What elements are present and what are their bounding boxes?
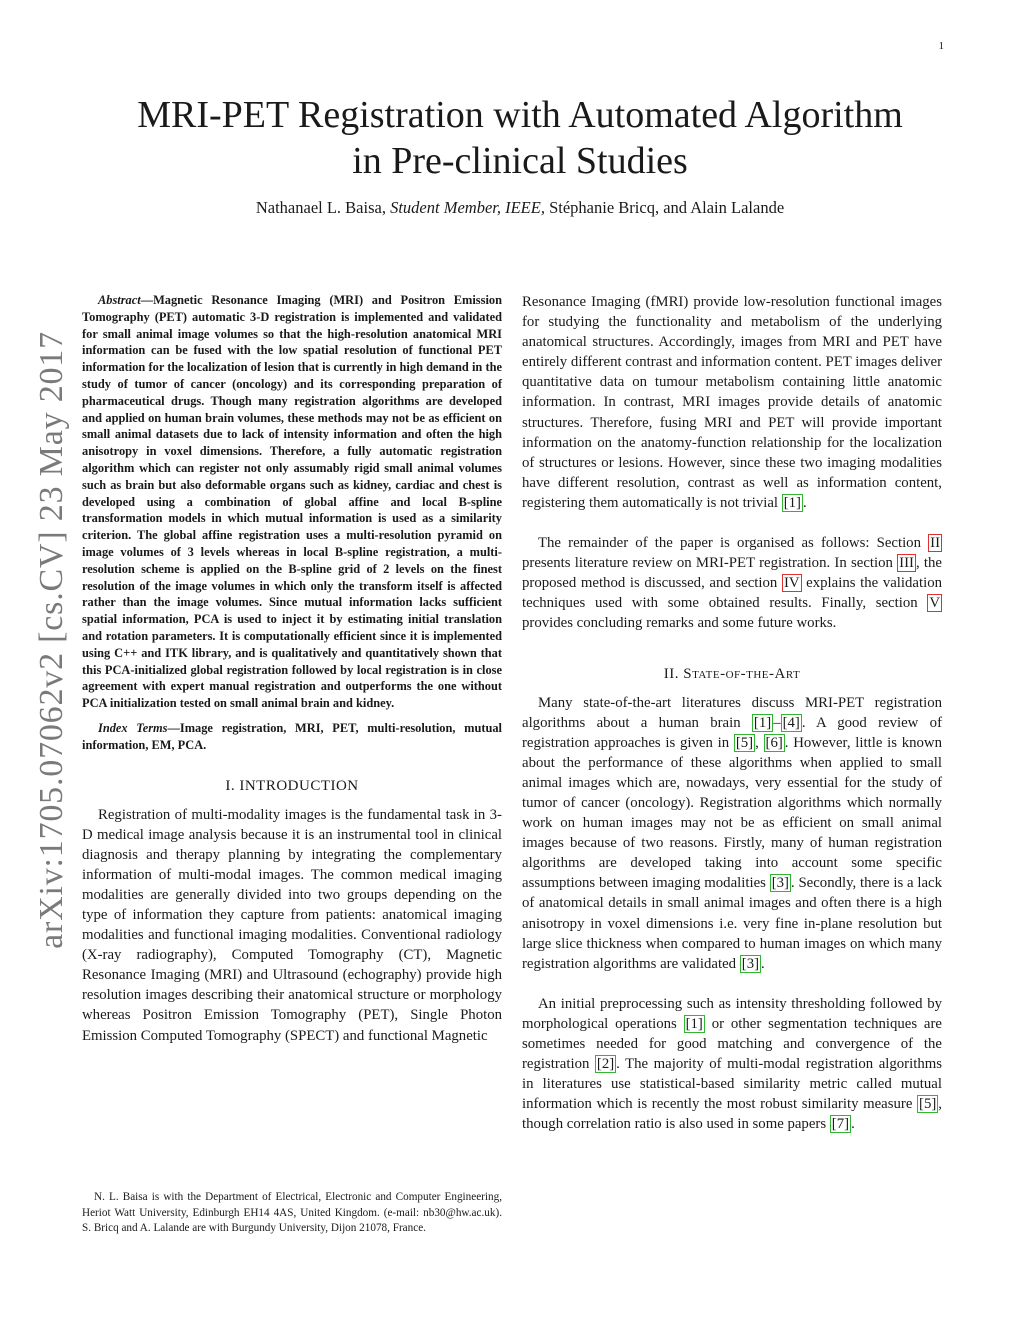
- paper-title: [60, 92, 980, 184]
- page-number: 1: [938, 40, 944, 52]
- text-run: explains the validation techniques used with some obtained results. Finally, section: [522, 575, 942, 612]
- text-run: .: [851, 1116, 855, 1133]
- section-link[interactable]: IV: [783, 575, 800, 592]
- abstract-label: Abstract: [98, 293, 141, 307]
- text-run: or other segmentation techniques are sometimes needed for good matching and convergence of the registration: [522, 1015, 942, 1073]
- section-heading-introduction: I. INTRODUCTION: [225, 777, 359, 794]
- citation-link[interactable]: [1]: [783, 494, 801, 511]
- title-line-1: MRI-PET Registration with Automated Algorithm: [137, 94, 903, 136]
- text-run: . A good review of registration approaches is given in: [522, 714, 942, 751]
- title-line-2: in Pre-clinical Studies: [352, 140, 688, 182]
- author-1-affiliation: Student Member, IEEE,: [390, 198, 545, 217]
- other-authors: Stéphanie Bricq, and Alain Lalande: [544, 198, 785, 217]
- citation-link[interactable]: [5]: [919, 1096, 937, 1113]
- outline-paragraph: [522, 533, 942, 633]
- intro-paragraph: Registration of multi-modality images is the fundamental task in 3-D medical image analysis because it is an instrumental tool in clinical diagnosis and therapy planning by integrating the complementary information of multi-modal images. The common medical imaging modalities are generally divided into two groups depending on the type of information they capture from patients: anatomical imaging modalities and functional imaging modalities. Conventional radiology (X-ray radiography), Computed Tomography (CT), Magnetic Resonance Imaging (MRI) and Ultrasound (echography) provide high resolution images describing their anatomical structure or morphology whereas Positron Emission Tomography (PET), Single Photon Emission Computed Tomography (SPECT) and functional Magnetic: [82, 806, 502, 1044]
- citation-link[interactable]: [1]: [753, 714, 772, 731]
- index-terms-text: —Image registration, MRI, PET, multi-resolution, mutual information, EM, PCA.: [82, 720, 502, 752]
- intro-paragraph-continued: [522, 292, 942, 513]
- preprocessing-paragraph: [522, 994, 942, 1135]
- section-heading-state-of-the-art: II. State-of-the-Art: [663, 665, 801, 682]
- text-run: . Secondly, there is a lack of anatomical details in small animal images and often there is a high anisotropy in voxel dimensions i.e. very fine in-plane resolution but large slice thickness when compared to human images on which many registration algorithms are validated: [522, 875, 942, 972]
- index-terms: [82, 720, 502, 754]
- text-run: .: [761, 955, 765, 972]
- citation-link[interactable]: [3]: [741, 955, 760, 972]
- text-run: ,: [755, 734, 764, 751]
- citation-link[interactable]: [6]: [765, 734, 783, 751]
- index-terms-label: Index Terms: [98, 720, 168, 735]
- citation-link[interactable]: [2]: [596, 1056, 615, 1073]
- text-run: The remainder of the paper is organised as follows: Section: [538, 535, 929, 552]
- text-run: provides concluding remarks and some future works.: [522, 615, 837, 632]
- state-of-art-paragraph: [522, 693, 942, 974]
- text-run: , the proposed method is discussed, and section: [522, 555, 942, 592]
- text-run: Resonance Imaging (fMRI) provide low-resolution functional images for studying the functionality and metabolism of the underlying anatomical structures. Accordingly, images from MRI and PET have entirely different contrast and information content. PET images deliver quantitative data on tumour metabolism containing little anatomic information. In contrast, MRI images provide details of anatomic structures. Therefore, fusing MRI and PET will provide important information on the anatomy-function relationship for the localization of structures or lesions. However, since these two imaging modalities have different resolution, contrast as well as information content, registering them automatically is not trivial: [522, 294, 942, 511]
- left-column: [82, 292, 502, 1046]
- text-run: , though correlation ratio is also used in some papers: [522, 1096, 942, 1133]
- abstract: [82, 292, 502, 712]
- citation-link[interactable]: [1]: [685, 1015, 703, 1032]
- citation-link[interactable]: [7]: [831, 1116, 850, 1133]
- author-footnote: N. L. Baisa is with the Department of Electrical, Electronic and Computer Engineering, Heriot Watt University, Edinburgh EH14 4AS, United Kingdom. (e-mail: nb30@hw.ac.uk). S. Bricq and A. Lalande are with Burgundy University, Dijon 21078, France.: [82, 1191, 502, 1234]
- right-column: [522, 292, 942, 1134]
- author-1: Nathanael L. Baisa,: [255, 198, 391, 217]
- arxiv-stamp-text: arXiv:1705.07062v2 [cs.CV] 23 May 2017: [33, 331, 70, 949]
- section-link[interactable]: II: [930, 535, 940, 552]
- text-run: presents literature review on MRI-PET registration. In section: [522, 555, 898, 572]
- citation-link[interactable]: [4]: [782, 714, 800, 731]
- author-line: [60, 198, 980, 218]
- section-link[interactable]: V: [929, 595, 940, 612]
- citation-link[interactable]: [3]: [771, 875, 789, 892]
- text-run: .: [802, 494, 807, 511]
- text-run: . The majority of multi-modal registration algorithms in literatures use statistical-based similarity metric called mutual information which is recently the most robust similarity measure: [522, 1056, 942, 1113]
- text-run: . However, little is known about the performance of these algorithms when applied to small animal images which are, nowadays, very essential for the study of tumor of cancer (oncology). Registration algorithms which normally work on human images may not be as efficient on small animal images because of two reasons. Firstly, many of human registration algorithms are developed taking into account some specific assumptions between imaging modalities: [522, 734, 943, 892]
- text-run: An initial preprocessing such as intensity thresholding followed by morphological operations: [522, 995, 942, 1032]
- section-link[interactable]: III: [899, 555, 914, 572]
- citation-link[interactable]: [5]: [735, 734, 754, 751]
- abstract-text: —Magnetic Resonance Imaging (MRI) and Positron Emission Tomography (PET) automatic 3-D registration is implemented and validated for small animal image volumes so that the high-resolution anatomical MRI information can be fused with the low spatial resolution of functional PET information for the localization of lesion that is currently in high demand in the study of tumor of cancer (oncology) and its corresponding preparation of pharmaceutical drugs. Though many registration algorithms are developed and applied on human brain volumes, these methods may not be as efficient on small animal datasets due to lack of intensity information and often the high anisotropy in voxel dimensions. Therefore, a fully automatic registration algorithm which can register not only assumably rigid small animal volumes such as brain but also deformable organs such as kidney, cardiac and chest is developed using a combination of global affine and local B-spline transformation models in which mutual information is used as a similarity criterion. The global affine registration uses a multi-resolution pyramid on image volumes of 3 levels whereas in local B-spline registration, a multi-resolution scheme is applied on the B-spline grid of 2 levels on the finest resolution of the image volumes in which only the transform itself is affected rather than the image volumes. Since mutual information lacks sufficient spatial information, PCA is used to inject it by estimating initial translation and rotation parameters. It is computationally efficient since it is implemented using C++ and ITK library, and is qualitatively and quantitatively shown that this PCA-initialized global registration followed by local registration is in close agreement with expert manual registration and outperforms the one without PCA initialization tested on small animal brain and kidney.: [82, 293, 502, 711]
- text-run: Many state-of-the-art literatures discuss MRI-PET registration algorithms about a human brain: [522, 694, 942, 731]
- text-run: –: [773, 714, 781, 731]
